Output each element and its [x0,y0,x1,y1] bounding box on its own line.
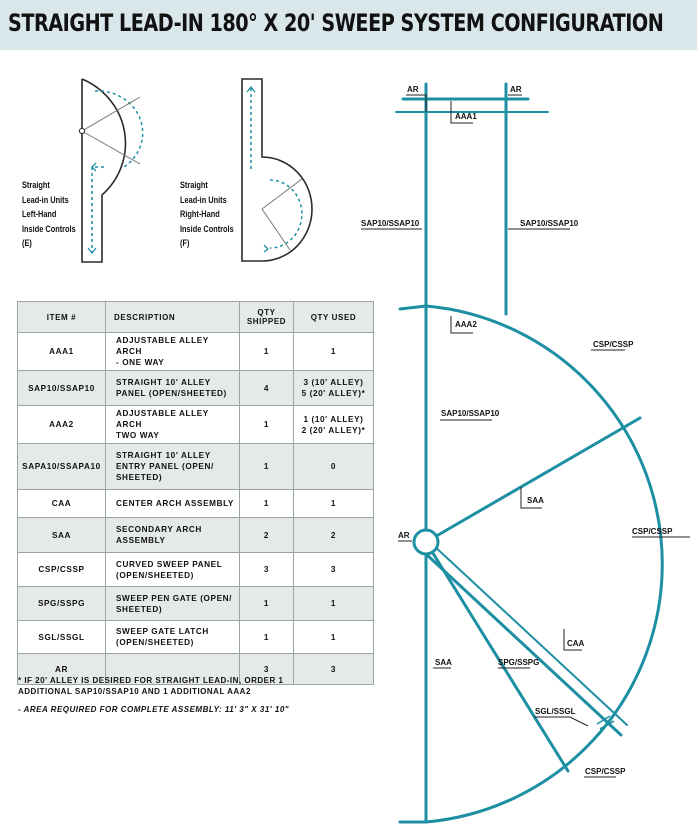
label-saa-lower: SAA [435,658,452,667]
label-csp-top: CSP/CSSP [593,340,634,349]
header-qty-used: QTY USED [294,302,374,333]
table-row: CSP/CSSP CURVED SWEEP PANEL (OPEN/SHEETED) 3 3 [18,553,374,587]
table-row: SPG/SSPG SWEEP PEN GATE (OPEN/ SHEETED) 1 1 [18,587,374,621]
table-row: AAA1 ADJUSTABLE ALLEY ARCH - ONE WAY 1 1 [18,333,374,371]
footnote-area-required: - AREA REQUIRED FOR COMPLETE ASSEMBLY: 11' 3" X 31' 10" [18,705,290,714]
upper-secondary-arch [426,418,640,542]
table-row: AR 3 3 [18,654,374,685]
table-row: SAP10/SSAP10 STRAIGHT 10' ALLEY PANEL (OPEN/SHEETED) 4 3 (10' ALLEY) 5 (20' ALLEY)* [18,371,374,406]
label-ar-top-right: AR [510,85,522,94]
center-arch-line [426,542,568,771]
callout-leaders [361,95,690,777]
left-hand-unit-label: Straight Lead-in Units Left-Hand Inside Controls (E) [22,180,76,248]
label-ar-top-left: AR [407,85,419,94]
gate-line-b [432,544,627,725]
label-sap-left: SAP10/SSAP10 [361,219,420,228]
label-csp-right: CSP/CSSP [632,527,673,536]
label-aaa1: AAA1 [455,112,477,121]
table-row: AAA2 ADJUSTABLE ALLEY ARCH TWO WAY 1 1 (10' ALLEY) 2 (20' ALLEY)* [18,406,374,444]
table-row: CAA CENTER ARCH ASSEMBLY 1 1 [18,490,374,518]
label-spg: SPG/SSPG [498,658,540,667]
sweep-structure [396,84,662,822]
page-title: STRAIGHT LEAD-IN 180° X 20' SWEEP SYSTEM CONFIGURATION [8,9,664,37]
ar-hub [414,530,438,554]
label-sgl: SGL/SSGL [535,707,576,716]
right-hand-unit-label: Straight Lead-in Units Right-Hand Inside Controls (F) [180,180,234,248]
table-row: SGL/SSGL SWEEP GATE LATCH (OPEN/SHEETED) 1 1 [18,621,374,654]
gate-line-a [426,554,621,735]
header-description: DESCRIPTION [106,302,240,333]
table-row: SAA SECONDARY ARCH ASSEMBLY 2 2 [18,518,374,553]
header-item: ITEM # [18,302,106,333]
label-sap-mid: SAP10/SSAP10 [441,409,500,418]
label-saa-upper: SAA [527,496,544,505]
label-csp-bottom: CSP/CSSP [585,767,626,776]
table-row: SAPA10/SSAPA10 STRAIGHT 10' ALLEY ENTRY PANEL (OPEN/ SHEETED) 1 0 [18,444,374,490]
header-qty-shipped: QTY SHIPPED [240,302,294,333]
label-ar-center: AR [398,531,410,540]
label-caa: CAA [567,639,585,648]
footnote-20ft-alley: * IF 20' ALLEY IS DESIRED FOR STRAIGHT LEAD-IN, ORDER 1 ADDITIONAL SAP10/SSAP10 AND 1 ADDITIONAL AAA2 [18,676,284,696]
label-sap-right: SAP10/SSAP10 [520,219,579,228]
label-aaa2: AAA2 [455,320,477,329]
